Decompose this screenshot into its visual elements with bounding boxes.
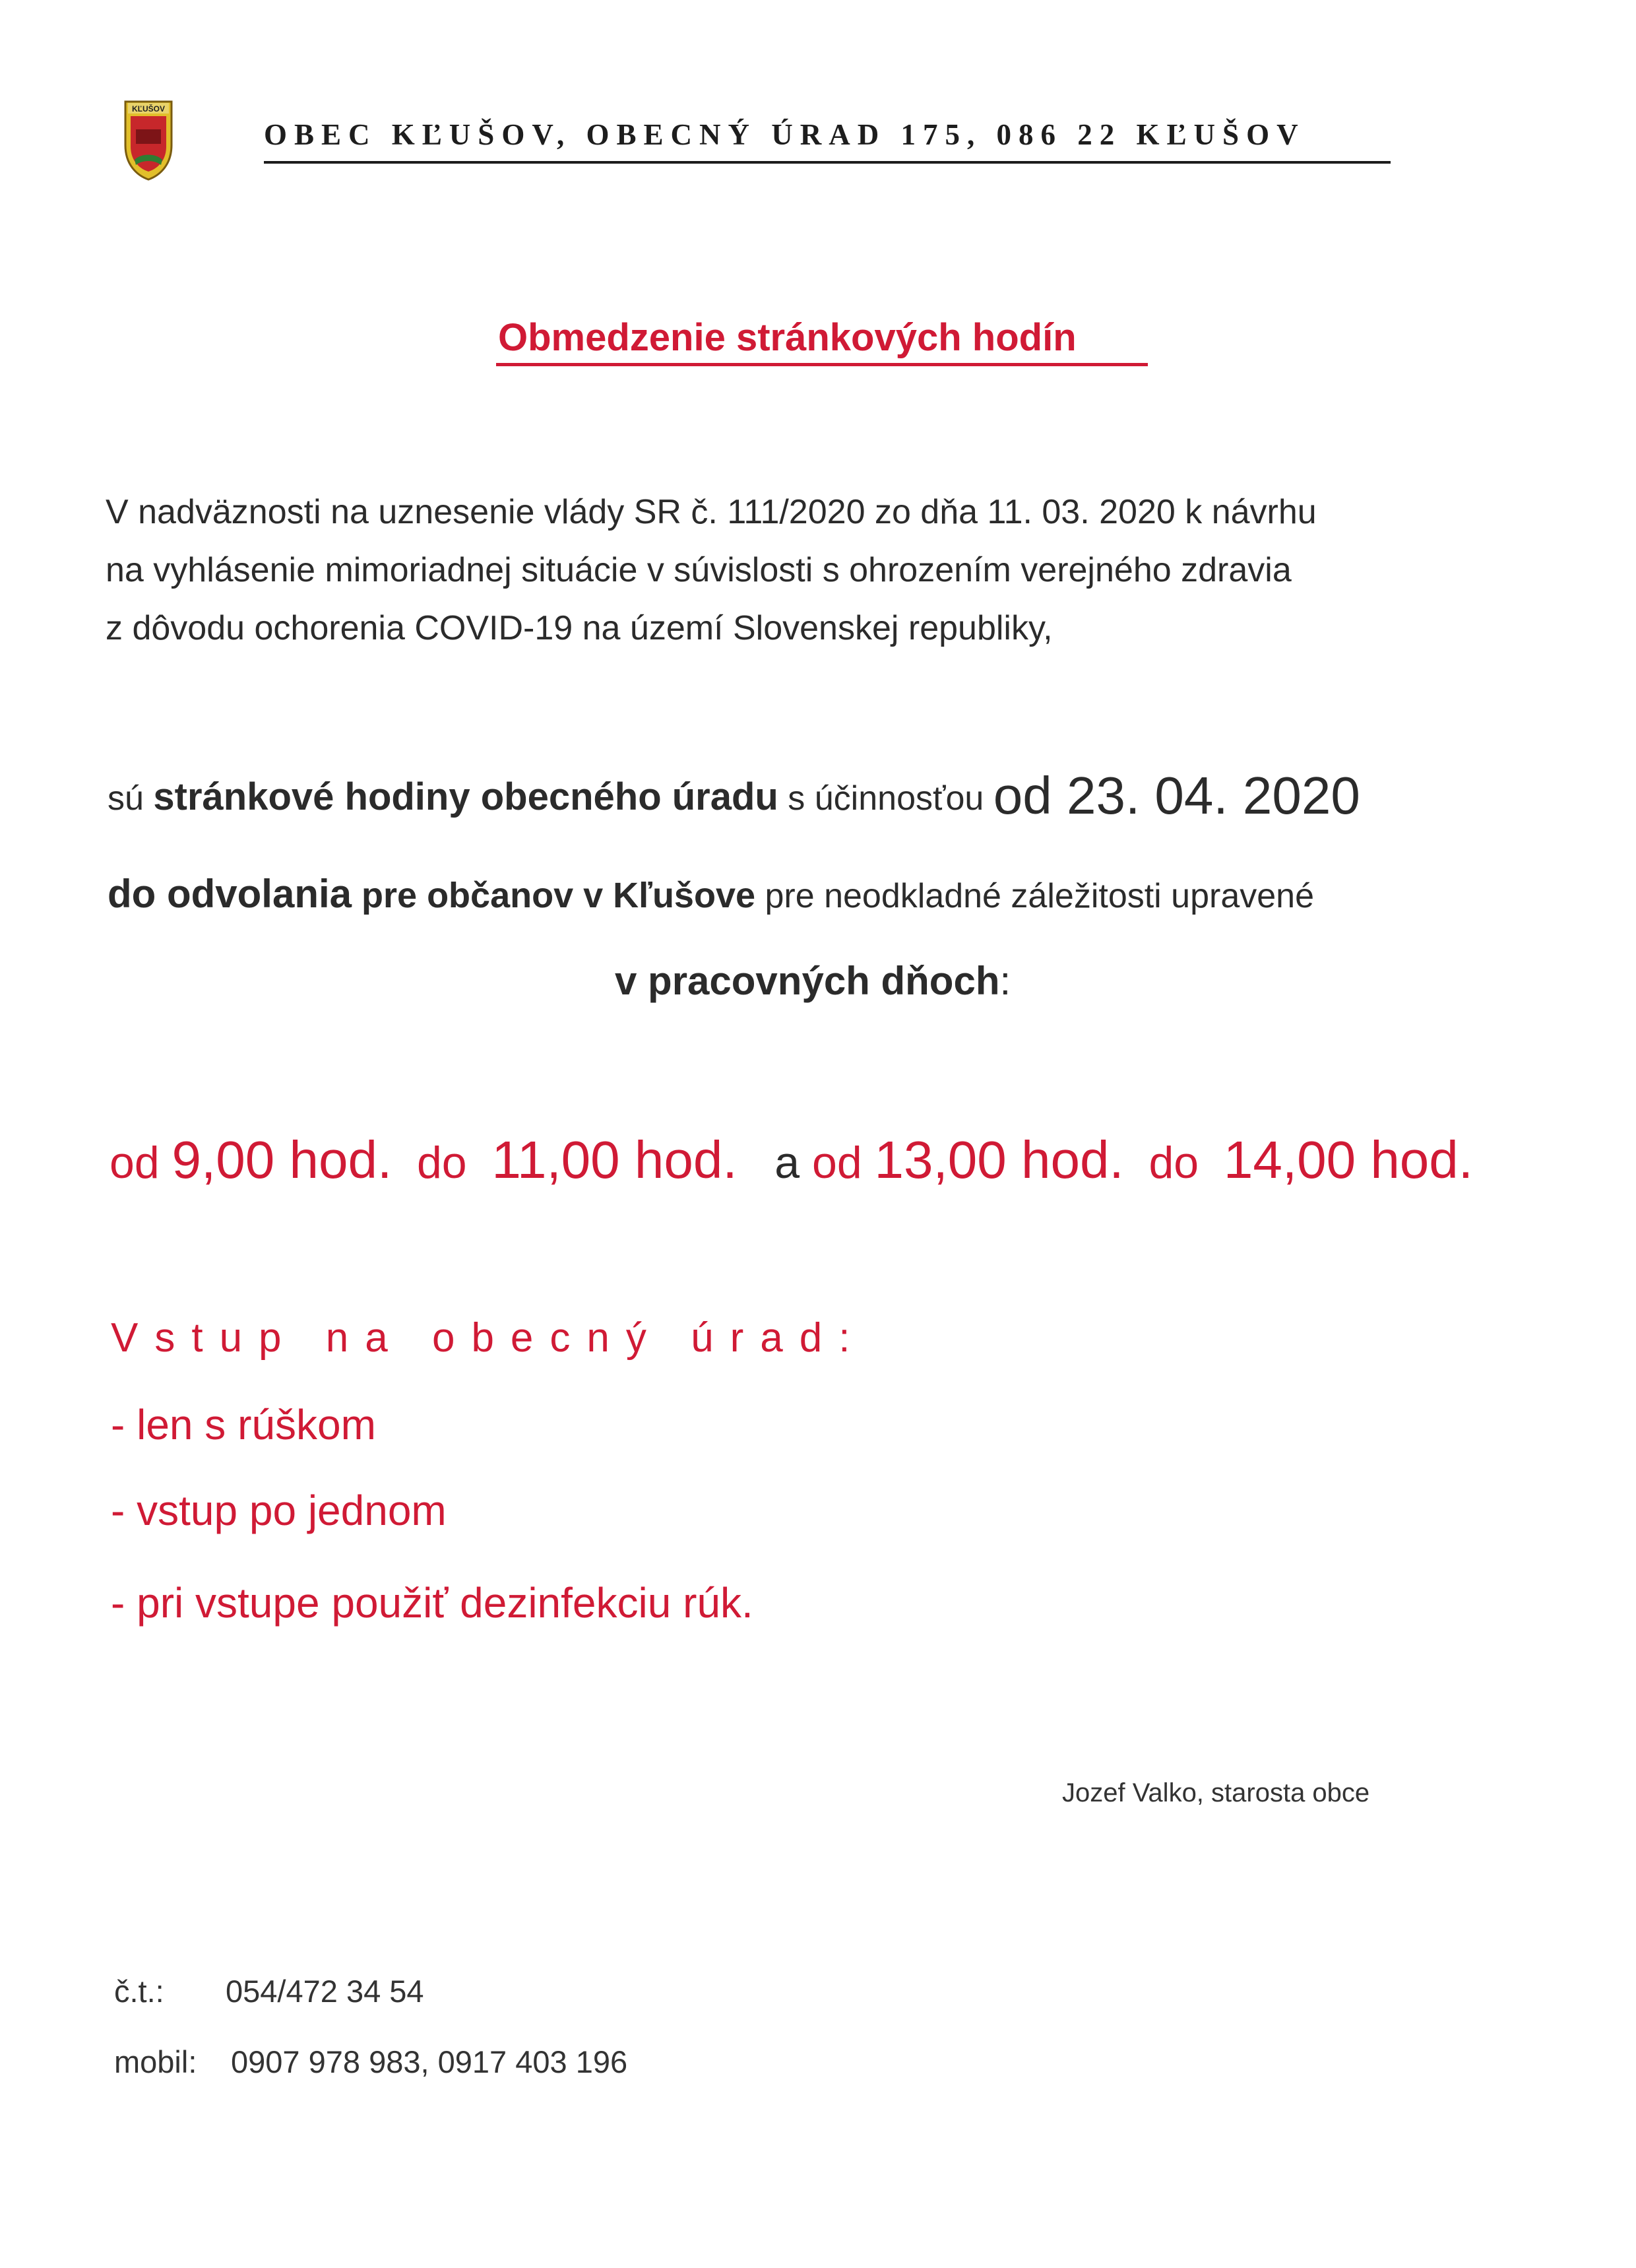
notice-for-citizens: pre občanov v Kľušove — [352, 876, 756, 915]
hours-from: od — [110, 1138, 172, 1188]
notice-office-hours: stránkové hodiny obecného úradu — [153, 775, 778, 818]
mobile-label: mobil: — [114, 2044, 197, 2079]
svg-text:KĽUŠOV: KĽUŠOV — [131, 104, 166, 113]
phone-label: č.t.: — [114, 1974, 164, 2009]
hours-end-1: 11,00 hod. — [491, 1130, 738, 1189]
intro-line: V nadväznosti na uznesenie vlády SR č. 111/2020 zo dňa 11. 03. 2020 k návrhu — [106, 493, 1317, 531]
notice-title: Obmedzenie stránkových hodín — [498, 316, 1077, 359]
header-underline — [264, 161, 1391, 164]
entry-rule-item: - vstup po jednom — [111, 1487, 447, 1534]
hours-to: do — [1148, 1138, 1199, 1188]
office-hours-line — [110, 1130, 1473, 1190]
notice-until-revoked: do odvolania — [108, 872, 352, 916]
mayor-signature: Jozef Valko, starosta obce — [1062, 1778, 1370, 1807]
notice-text: sú — [108, 779, 154, 818]
village-coat-of-arms — [121, 99, 175, 181]
intro-line: z dôvodu ochorenia COVID-19 na území Slovenskej republiky, — [106, 609, 1053, 647]
hours-and: a — [774, 1138, 800, 1188]
notice-text: pre neodkladné záležitosti upravené — [755, 877, 1315, 915]
notice-line-1 — [108, 765, 1360, 826]
phone-number: 054/472 34 54 — [226, 1974, 424, 2009]
office-address-header: OBEC KĽUŠOV, OBECNÝ ÚRAD 175, 086 22 KĽUŠOV — [264, 118, 1306, 151]
hours-to: do — [416, 1138, 467, 1188]
intro-line: na vyhlásenie mimoriadnej situácie v súvislosti s ohrozením verejného zdravia — [106, 551, 1292, 589]
title-underline — [496, 363, 1148, 366]
intro-paragraph — [106, 483, 1317, 657]
notice-line-3 — [615, 958, 1011, 1004]
notice-working-days: v pracovných dňoch — [615, 959, 1000, 1003]
hours-start-1: 9,00 hod. — [172, 1130, 393, 1189]
hours-start-2: 13,00 hod. — [874, 1130, 1124, 1189]
entry-rules-heading: Vstup na obecný úrad: — [111, 1315, 867, 1361]
mobile-numbers: 0907 978 983, 0917 403 196 — [231, 2044, 628, 2079]
hours-end-2: 14,00 hod. — [1223, 1130, 1474, 1189]
notice-text: s účinnosťou — [778, 779, 993, 818]
entry-rule-item: - pri vstupe použiť dezinfekciu rúk. — [111, 1579, 753, 1627]
notice-colon: : — [999, 959, 1011, 1003]
entry-rule-item: - len s rúškom — [111, 1401, 376, 1448]
notice-effective-date: od 23. 04. 2020 — [993, 766, 1360, 825]
hours-from: od — [800, 1138, 875, 1188]
notice-line-2 — [108, 871, 1314, 917]
